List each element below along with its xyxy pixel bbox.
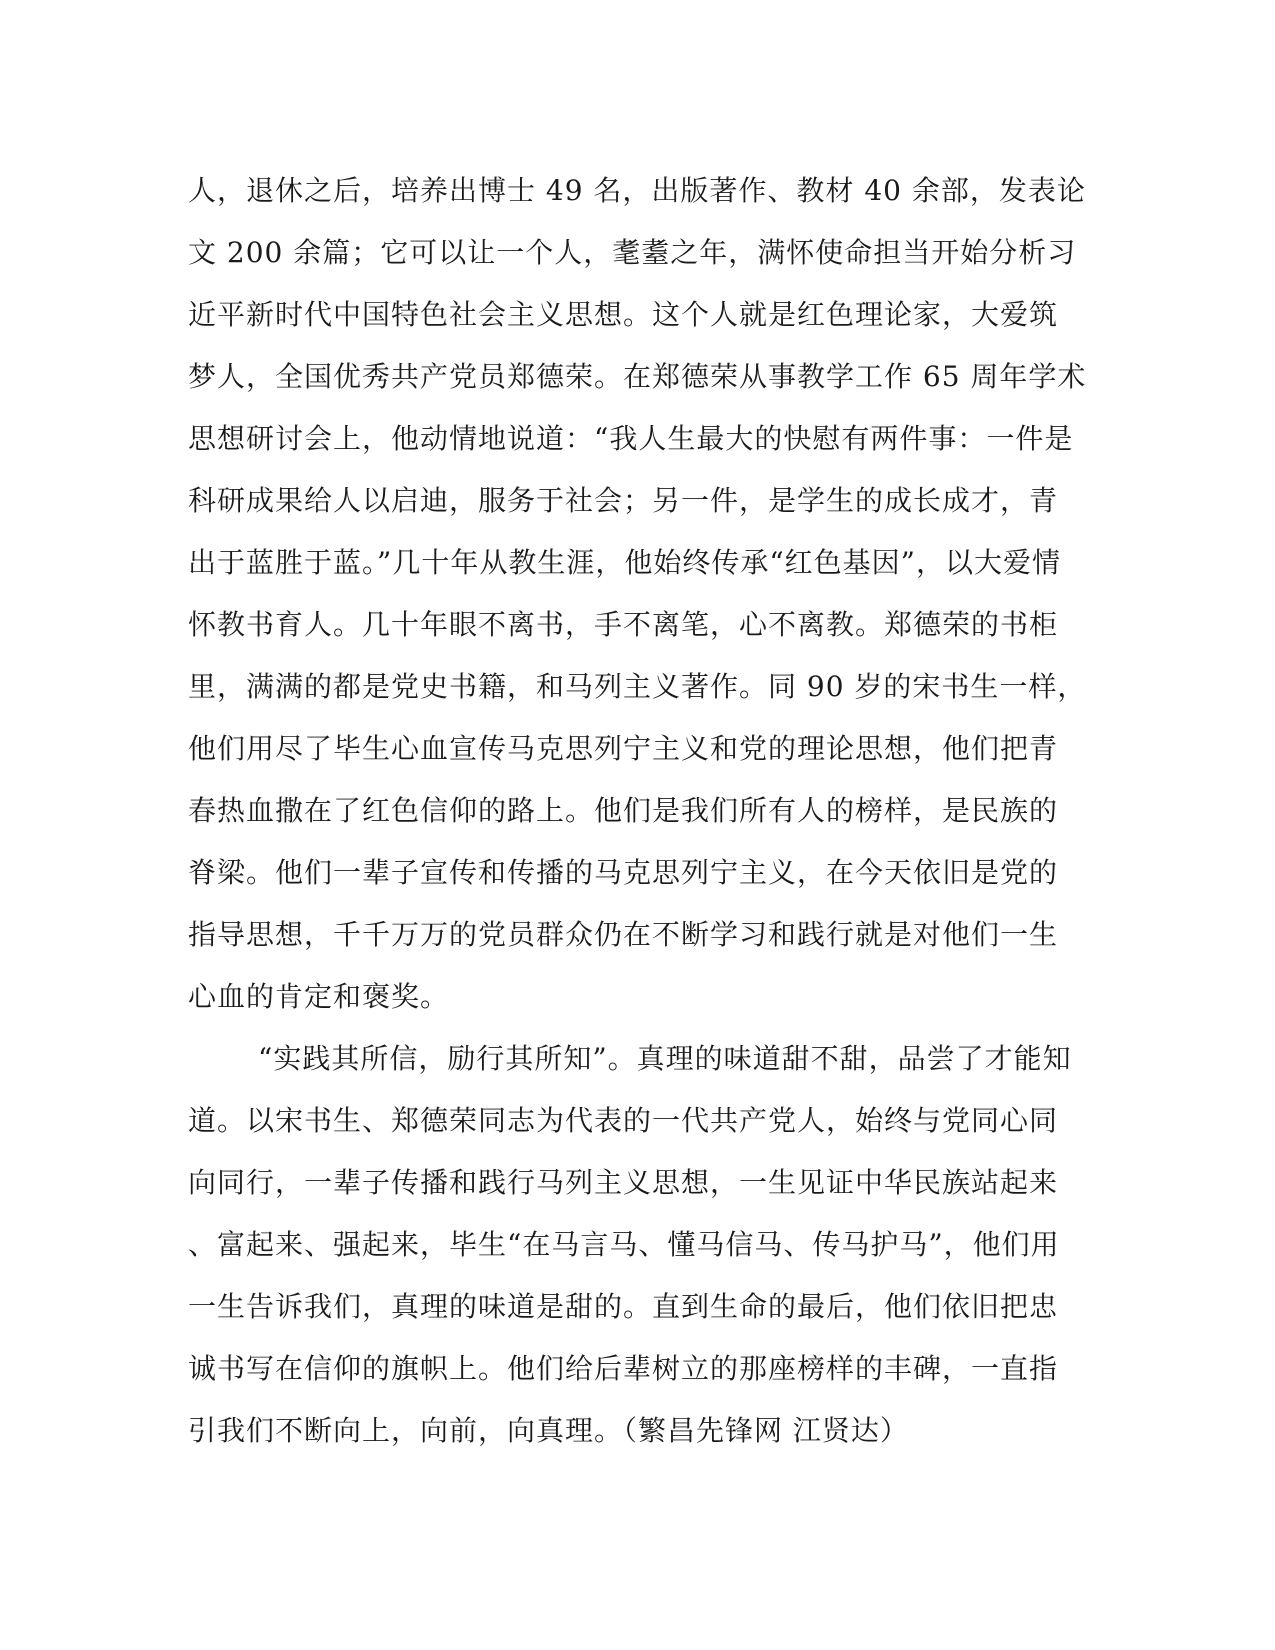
text-line: 道。以宋书生、郑德荣同志为代表的一代共产党人，始终与党同心同: [188, 1104, 1059, 1137]
text-line: 春热血撒在了红色信仰的路上。他们是我们所有人的榜样，是民族的: [188, 794, 1059, 827]
text-line: 脊梁。他们一辈子宣传和传播的马克思列宁主义，在今天依旧是党的: [188, 856, 1059, 889]
text-line: 怀教书育人。几十年眼不离书，手不离笔，心不离教。郑德荣的书柜: [188, 608, 1059, 641]
paragraph-2: [188, 1028, 1072, 1462]
text-line: 引我们不断向上，向前，向真理。（繁昌先锋网 江贤达）: [188, 1414, 909, 1447]
text-line: 近平新时代中国特色社会主义思想。这个人就是红色理论家，大爱筑: [188, 298, 1059, 331]
text-line: 里，满满的都是党史书籍，和马列主义著作。同 90 岁的宋书生一样，: [188, 670, 1087, 703]
text-line: 思想研讨会上，他动情地说道：“我人生最大的快慰有两件事：一件是: [188, 422, 1074, 455]
text-line: 向同行，一辈子传播和践行马列主义思想，一生见证中华民族站起来: [188, 1166, 1059, 1199]
text-line: 人，退休之后，培养出博士 49 名，出版著作、教材 40 余部，发表论: [188, 174, 1086, 207]
text-line: 科研成果给人以启迪，服务于社会；另一件，是学生的成长成才，青: [188, 484, 1059, 517]
text-line: “实践其所信，励行其所知”。真理的味道甜不甜，品尝了才能知: [258, 1042, 1072, 1075]
text-line: 、富起来、强起来，毕生“在马言马、懂马信马、传马护马”，他们用: [188, 1228, 1060, 1261]
text-line: 他们用尽了毕生心血宣传马克思列宁主义和党的理论思想，他们把青: [188, 732, 1059, 765]
text-line: 一生告诉我们，真理的味道是甜的。直到生命的最后，他们依旧把忠: [188, 1290, 1059, 1323]
paragraph-1: [188, 160, 1087, 1028]
article-body: [188, 160, 1087, 1462]
text-line: 出于蓝胜于蓝。”几十年从教生涯，他始终传承“红色基因”，以大爱情: [188, 546, 1061, 579]
text-line: 诚书写在信仰的旗帜上。他们给后辈树立的那座榜样的丰碑，一直指: [188, 1352, 1059, 1385]
text-line: 文 200 余篇；它可以让一个人，耄耋之年，满怀使命担当开始分析习: [188, 236, 1077, 269]
text-line: 梦人，全国优秀共产党员郑德荣。在郑德荣从事教学工作 65 周年学术: [188, 360, 1087, 393]
text-line: 指导思想，千千万万的党员群众仍在不断学习和践行就是对他们一生: [188, 918, 1059, 951]
text-line: 心血的肯定和褒奖。: [188, 980, 450, 1013]
